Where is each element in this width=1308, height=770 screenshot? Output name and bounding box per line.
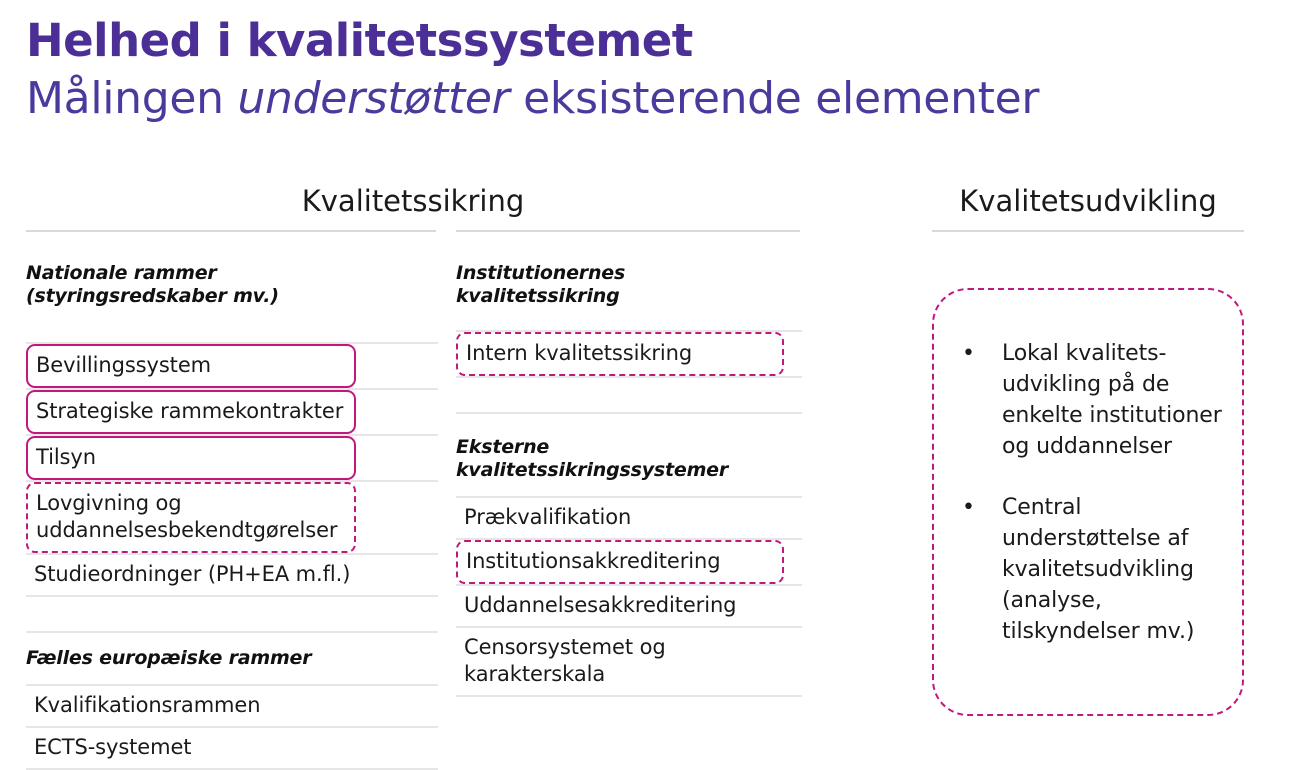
subtitle-part-post: eksisterende elementer xyxy=(509,73,1040,124)
list-item xyxy=(962,338,1222,462)
list-item[interactable] xyxy=(26,390,438,434)
bullet-icon: • xyxy=(962,495,975,520)
list-item-label: Lovgivning og uddannelsesbekendtgørelser xyxy=(26,482,356,553)
section-heading-line-1: Eksterne xyxy=(456,436,550,458)
spacer xyxy=(26,240,438,262)
spacer xyxy=(26,597,438,631)
divider xyxy=(456,695,802,697)
list-item[interactable] xyxy=(26,728,438,768)
list-item-label: Lokal kvalitets-udvikling på de enkelte institutioner og uddannelser xyxy=(1002,341,1222,459)
list-item-label: Studieordninger (PH+EA m.fl.) xyxy=(34,562,351,586)
list-item-label: ECTS-systemet xyxy=(34,735,192,759)
spacer xyxy=(456,482,802,496)
group-heading-kvalitetssikring: Kvalitetssikring xyxy=(301,184,525,218)
section-heading-faelles-europaeiske-rammer xyxy=(26,647,438,670)
list-item-label: Tilsyn xyxy=(26,436,356,480)
group-rule-right xyxy=(932,230,1244,232)
list-item-label: Intern kvalitetssikring xyxy=(456,332,784,376)
list-item[interactable] xyxy=(456,628,802,695)
list-item[interactable] xyxy=(26,482,438,553)
list-item-label: Kvalifikationsrammen xyxy=(34,693,261,717)
page-title: Helhed i kvalitetssystemet xyxy=(26,14,693,67)
section-heading-line-2: kvalitetssikring xyxy=(456,285,620,307)
spacer xyxy=(456,308,802,330)
list-item-label: Uddannelsesakkreditering xyxy=(464,593,737,617)
group-rule-middle xyxy=(456,230,800,232)
column-nationale-rammer xyxy=(26,240,438,770)
column-institutionernes-kvalitetssikring xyxy=(456,240,802,697)
spacer xyxy=(456,378,802,412)
bullet-icon: • xyxy=(962,341,975,366)
list-item[interactable] xyxy=(26,436,438,480)
list-item[interactable] xyxy=(26,555,438,595)
spacer xyxy=(456,240,802,262)
section-heading-line-1: Institutionernes xyxy=(456,262,626,284)
list-item-label: Strategiske rammekontrakter xyxy=(26,390,356,434)
group-heading-kvalitetsudvikling: Kvalitetsudvikling xyxy=(959,184,1217,218)
list-item[interactable] xyxy=(456,586,802,626)
section-heading-line-2: kvalitetssikringssystemer xyxy=(456,459,729,481)
list-item[interactable] xyxy=(26,686,438,726)
page-subtitle xyxy=(26,72,1276,126)
list-item[interactable] xyxy=(26,344,438,388)
spacer xyxy=(26,308,438,342)
list-item-label: Institutionsakkreditering xyxy=(456,540,784,584)
list-item[interactable] xyxy=(456,540,802,584)
section-heading-institutionernes-kvalitetssikring xyxy=(456,262,802,308)
spacer xyxy=(456,414,802,436)
section-heading-line-1: Nationale rammer xyxy=(26,262,217,284)
list-item-label: Bevillingssystem xyxy=(26,344,356,388)
spacer xyxy=(26,633,438,647)
list-item-label: Prækvalifikation xyxy=(464,505,632,529)
subtitle-part-pre: Målingen xyxy=(26,73,238,124)
slide-header xyxy=(26,14,1276,126)
section-heading-nationale-rammer xyxy=(26,262,438,308)
section-heading-eksterne-kvalitetssikringssystemer xyxy=(456,436,802,482)
list-item-label: Central understøttelse af kvalitetsudvikling (analyse, tilskyndelser mv.) xyxy=(1002,495,1195,644)
kvalitetsudvikling-card xyxy=(932,288,1244,716)
kvalitetsudvikling-bullet-list xyxy=(962,338,1222,677)
section-heading-line-1: Fælles europæiske rammer xyxy=(26,647,312,669)
list-item[interactable] xyxy=(456,498,802,538)
spacer xyxy=(26,670,438,684)
group-rule-left xyxy=(26,230,436,232)
section-heading-line-2: (styringsredskaber mv.) xyxy=(26,285,279,307)
subtitle-part-emphasis: understøtter xyxy=(237,73,510,124)
list-item[interactable] xyxy=(456,332,802,376)
list-item xyxy=(962,492,1222,647)
list-item-label: Censorsystemet og karakterskala xyxy=(464,635,666,686)
